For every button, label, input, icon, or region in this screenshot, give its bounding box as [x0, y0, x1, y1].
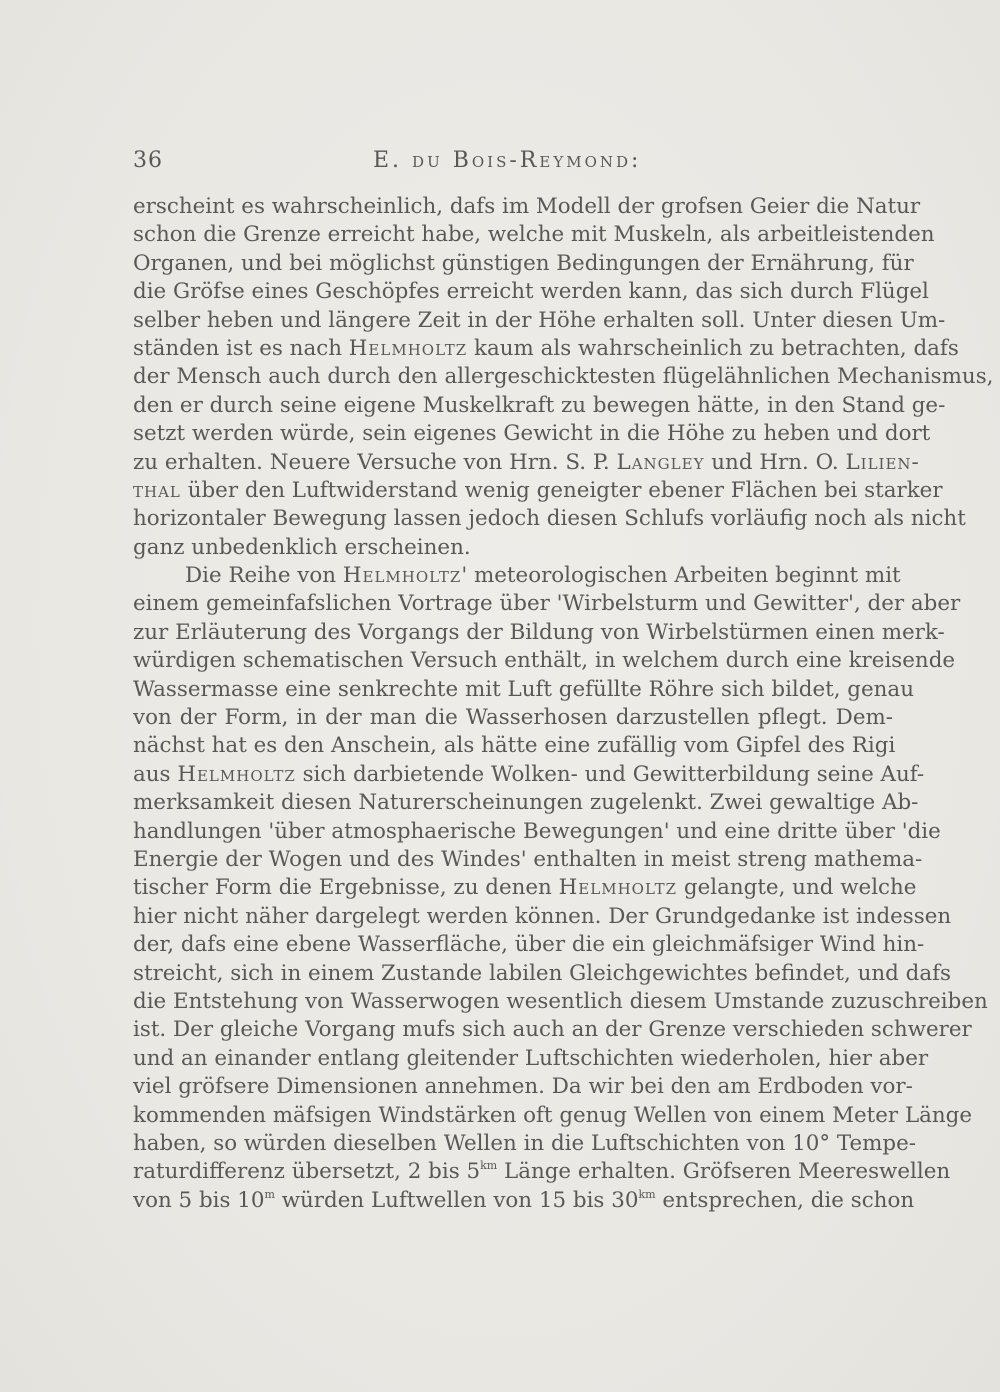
text-line: ganz unbedenklich erscheinen.	[133, 534, 471, 560]
text-line: setzt werden würde, sein eigenes Gewicht in die Höhe zu heben und dort	[133, 421, 931, 447]
text-line: einem gemeinfafslichen Vortrage über 'Wirbelsturm und Gewitter', der aber	[133, 591, 961, 617]
page-header	[133, 148, 893, 184]
text-line: raturdifferenz übersetzt, 2 bis $5^{km}$ Länge erhalten. Gröfseren Meereswellen	[133, 1159, 951, 1185]
text-line: ständen ist es nach Helmholtz kaum als wahrscheinlich zu betrachten, dafs	[133, 335, 959, 361]
superscript-unit: m	[264, 1187, 275, 1201]
text-line: haben, so würden dieselben Wellen in die Luftschichten von 10° Tempe-	[133, 1130, 917, 1156]
text-line: zur Erläuterung des Vorgangs der Bildung von Wirbelstürmen einen merk-	[133, 619, 945, 645]
text-line: erscheint es wahrscheinlich, dafs im Modell der grofsen Geier die Natur	[133, 194, 921, 219]
small-caps-name: Helmholtz	[342, 563, 462, 589]
body-text	[133, 193, 994, 1215]
text-line: viel gröfsere Dimensionen annehmen. Da wir bei den am Erdboden vor-	[133, 1074, 913, 1100]
text-line: ist. Der gleiche Vorgang mufs sich auch an der Grenze verschieden schwerer	[133, 1017, 972, 1043]
text-line: Organen, und bei möglichst günstigen Bedingungen der Ernährung, für	[133, 250, 914, 276]
text-line: kommenden mäfsigen Windstärken oft genug Wellen von einem Meter Länge	[133, 1102, 973, 1128]
text-line: nächst hat es den Anschein, als hätte eine zufällig vom Gipfel des Rigi	[133, 733, 896, 759]
text-line: Die Reihe von Helmholtz' meteorologischen Arbeiten beginnt mit	[185, 563, 901, 589]
text-line: von der Form, in der man die Wasserhosen darzustellen pflegt. Dem-	[133, 705, 893, 731]
text-line: hier nicht näher dargelegt werden können. Der Grundgedanke ist indessen	[133, 903, 952, 929]
small-caps-name: Helmholtz	[348, 335, 468, 361]
text-line: horizontaler Bewegung lassen jedoch diesen Schlufs vorläufig noch als nicht	[133, 506, 966, 532]
text-line: der, dafs eine ebene Wasserfläche, über die ein gleichmäfsiger Wind hin-	[133, 932, 925, 958]
text-line: streicht, sich in einem Zustande labilen Gleichgewichtes befindet, und dafs	[133, 960, 951, 986]
page-number: 36	[133, 148, 163, 173]
superscript-unit: km	[638, 1187, 656, 1201]
running-head: E. du Bois-Reymond:	[373, 148, 642, 173]
text-line: Energie der Wogen und des Windes' enthalten in meist streng mathema-	[133, 846, 923, 872]
text-line: würdigen schematischen Versuch enthält, in welchem durch eine kreisende	[133, 648, 956, 674]
text-line: Wassermasse eine senkrechte mit Luft gefüllte Röhre sich bildet, genau	[133, 676, 914, 702]
text-line: handlungen 'über atmosphaerische Bewegungen' und eine dritte über 'die	[133, 818, 941, 844]
text-line: merksamkeit diesen Naturerscheinungen zugelenkt. Zwei gewaltige Ab-	[133, 790, 919, 816]
superscript-unit: km	[480, 1159, 498, 1173]
small-caps-name: Langley	[616, 449, 705, 475]
text-line: die Gröfse eines Geschöpfes erreicht werden kann, das sich durch Flügel	[133, 279, 929, 305]
text-line: zu erhalten. Neuere Versuche von Hrn. S. P. Langley und Hrn. O. Lilien-	[133, 449, 920, 475]
text-line: aus Helmholtz sich darbietende Wolken- und Gewitterbildung seine Auf-	[133, 761, 925, 787]
text-line: die Entstehung von Wasserwogen wesentlich diesem Umstande zuzuschreiben	[133, 988, 988, 1014]
text-line: und an einander entlang gleitender Luftschichten wiederholen, hier aber	[133, 1045, 929, 1071]
text-line: thal über den Luftwiderstand wenig geneigter ebener Flächen bei starker	[133, 477, 943, 503]
small-caps-name: Lilien-	[845, 449, 920, 475]
small-caps-name: Helmholtz	[177, 761, 296, 787]
small-caps-name: Helmholtz	[558, 875, 678, 901]
text-line: von 5 bis 10$^m$ würden Luftwellen von 15 bis $30^{km}$ entsprechen, die schon	[133, 1187, 915, 1213]
text-line: tischer Form die Ergebnisse, zu denen Helmholtz gelangte, und welche	[133, 875, 917, 901]
text-line: selber heben und längere Zeit in der Höhe erhalten soll. Unter diesen Um-	[133, 307, 946, 333]
small-caps-name: thal	[133, 477, 181, 503]
text-line: den er durch seine eigene Muskelkraft zu bewegen hätte, in den Stand ge-	[133, 392, 946, 418]
text-line: der Mensch auch durch den allergeschicktesten flügelähnlichen Mechanismus,	[133, 364, 994, 390]
text-line: schon die Grenze erreicht habe, welche mit Muskeln, als arbeitleistenden	[133, 222, 935, 248]
